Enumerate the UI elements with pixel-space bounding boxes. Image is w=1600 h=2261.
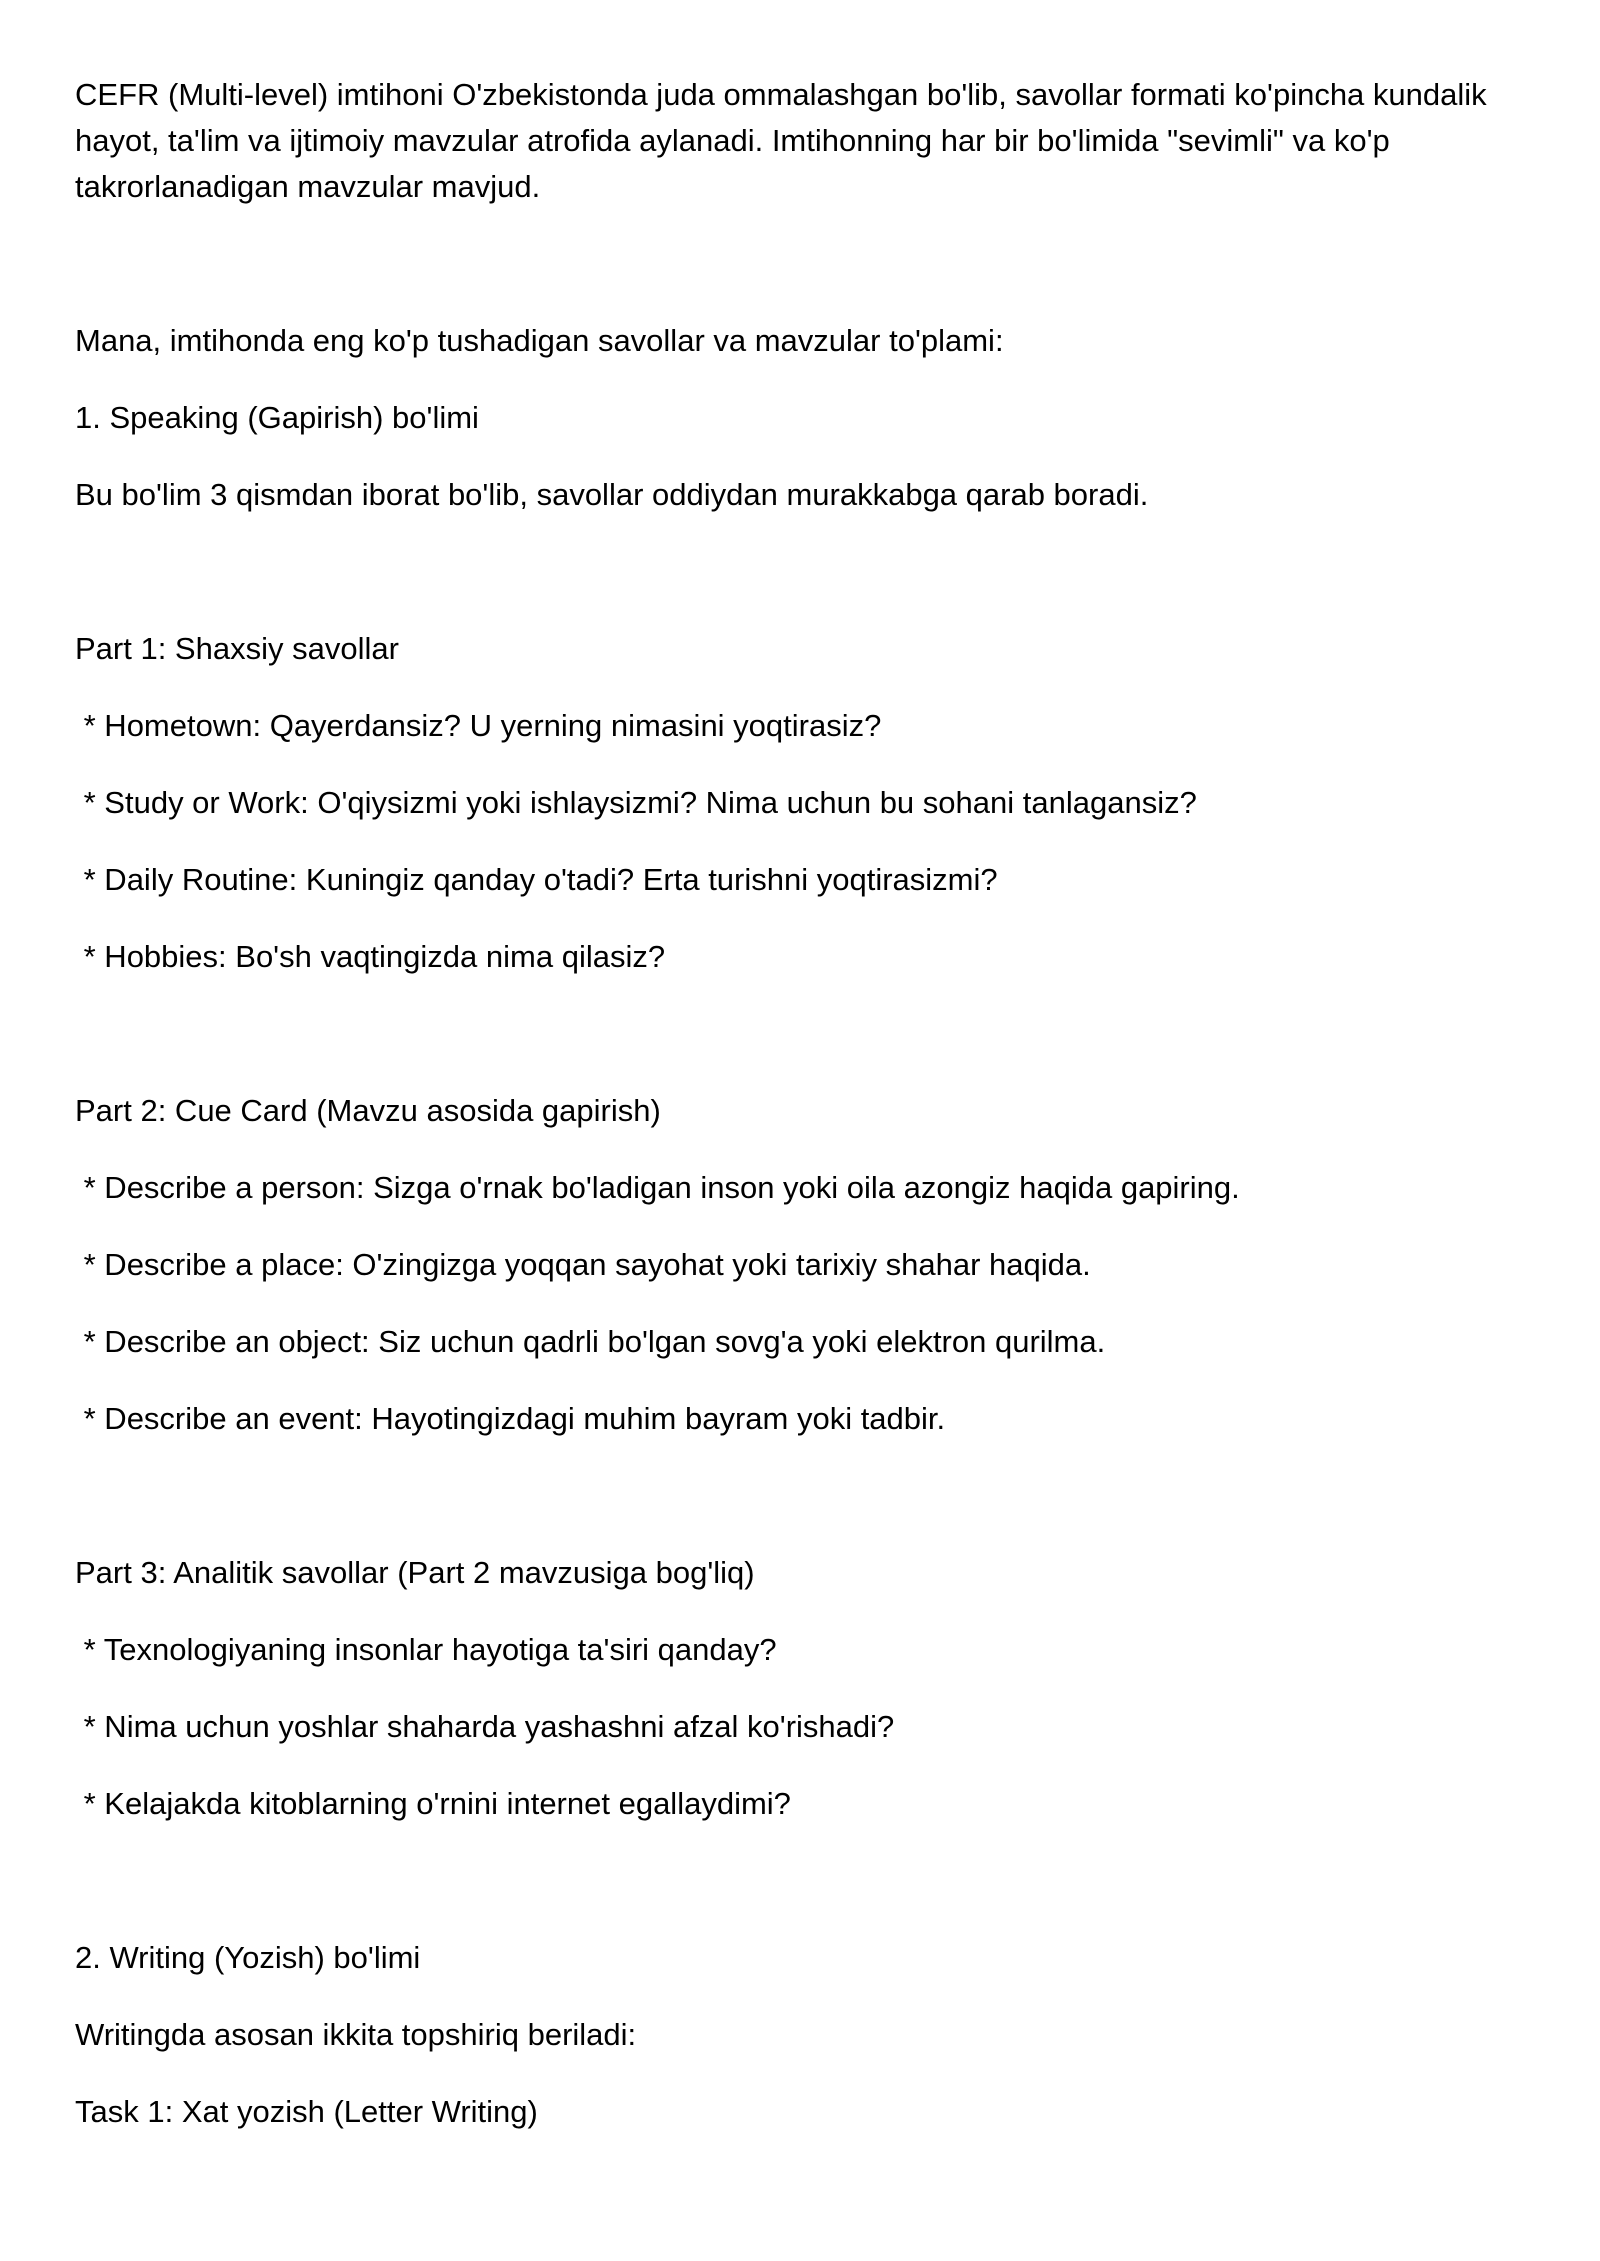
spacer: [75, 441, 1535, 472]
spacer: [75, 672, 1535, 703]
spacer: [75, 826, 1535, 857]
list-item: * Describe an event: Hayotingizdagi muhim bayram yoki tadbir.: [75, 1401, 946, 1436]
list-item: * Nima uchun yoshlar shaharda yashashni afzal ko'rishadi?: [75, 1709, 895, 1744]
spacer: [75, 1827, 1535, 1935]
spacer: [75, 1673, 1535, 1704]
list-item: * Kelajakda kitoblarning o'rnini internet egallaydimi?: [75, 1786, 791, 1821]
spacer: [75, 749, 1535, 780]
lead-paragraph: Mana, imtihonda eng ko'p tushadigan savollar va mavzular to'plami:: [75, 323, 1004, 358]
writing-description: Writingda asosan ikkita topshiriq beriladi:: [75, 2017, 637, 2052]
spacer: [75, 1442, 1535, 1550]
list-item: * Describe an object: Siz uchun qadrli bo'lgan sovg'a yoki elektron qurilma.: [75, 1324, 1106, 1359]
list-item: * Texnologiyaning insonlar hayotiga ta'siri qanday?: [75, 1632, 777, 1667]
spacer: [75, 1365, 1535, 1396]
document-page: [75, 72, 1535, 2135]
spacer: [75, 2058, 1535, 2089]
list-item: * Study or Work: O'qiysizmi yoki ishlaysizmi? Nima uchun bu sohani tanlagansiz?: [75, 785, 1197, 820]
speaking-description: Bu bo'lim 3 qismdan iborat bo'lib, savollar oddiydan murakkabga qarab boradi.: [75, 477, 1149, 512]
writing-heading: 2. Writing (Yozish) bo'limi: [75, 1940, 421, 1975]
spacer: [75, 1211, 1535, 1242]
task1-title: Task 1: Xat yozish (Letter Writing): [75, 2094, 538, 2129]
spacer: [75, 1288, 1535, 1319]
list-item: * Describe a place: O'zingizga yoqqan sayohat yoki tarixiy shahar haqida.: [75, 1247, 1091, 1282]
spacer: [75, 1134, 1535, 1165]
spacer: [75, 903, 1535, 934]
intro-paragraph: CEFR (Multi-level) imtihoni O'zbekistonda juda ommalashgan bo'lib, savollar formati ko'pincha kundalik hayot, ta'lim va ijtimoiy mavzular atrofida aylanadi. Imtihonning har bir bo'limida "sevimli" va ko'p takrorlanadigan mavzular mavjud.: [75, 77, 1496, 204]
spacer: [75, 518, 1535, 626]
part2-title: Part 2: Cue Card (Mavzu asosida gapirish): [75, 1093, 661, 1128]
spacer: [75, 1981, 1535, 2012]
spacer: [75, 210, 1535, 318]
spacer: [75, 980, 1535, 1088]
list-item: * Describe a person: Sizga o'rnak bo'ladigan inson yoki oila azongiz haqida gapiring.: [75, 1170, 1240, 1205]
speaking-heading: 1. Speaking (Gapirish) bo'limi: [75, 400, 479, 435]
part1-title: Part 1: Shaxsiy savollar: [75, 631, 399, 666]
list-item: * Daily Routine: Kuningiz qanday o'tadi? Erta turishni yoqtirasizmi?: [75, 862, 998, 897]
part3-title: Part 3: Analitik savollar (Part 2 mavzusiga bog'liq): [75, 1555, 755, 1590]
spacer: [75, 1596, 1535, 1627]
spacer: [75, 364, 1535, 395]
list-item: * Hobbies: Bo'sh vaqtingizda nima qilasiz?: [75, 939, 666, 974]
spacer: [75, 1750, 1535, 1781]
list-item: * Hometown: Qayerdansiz? U yerning nimasini yoqtirasiz?: [75, 708, 882, 743]
